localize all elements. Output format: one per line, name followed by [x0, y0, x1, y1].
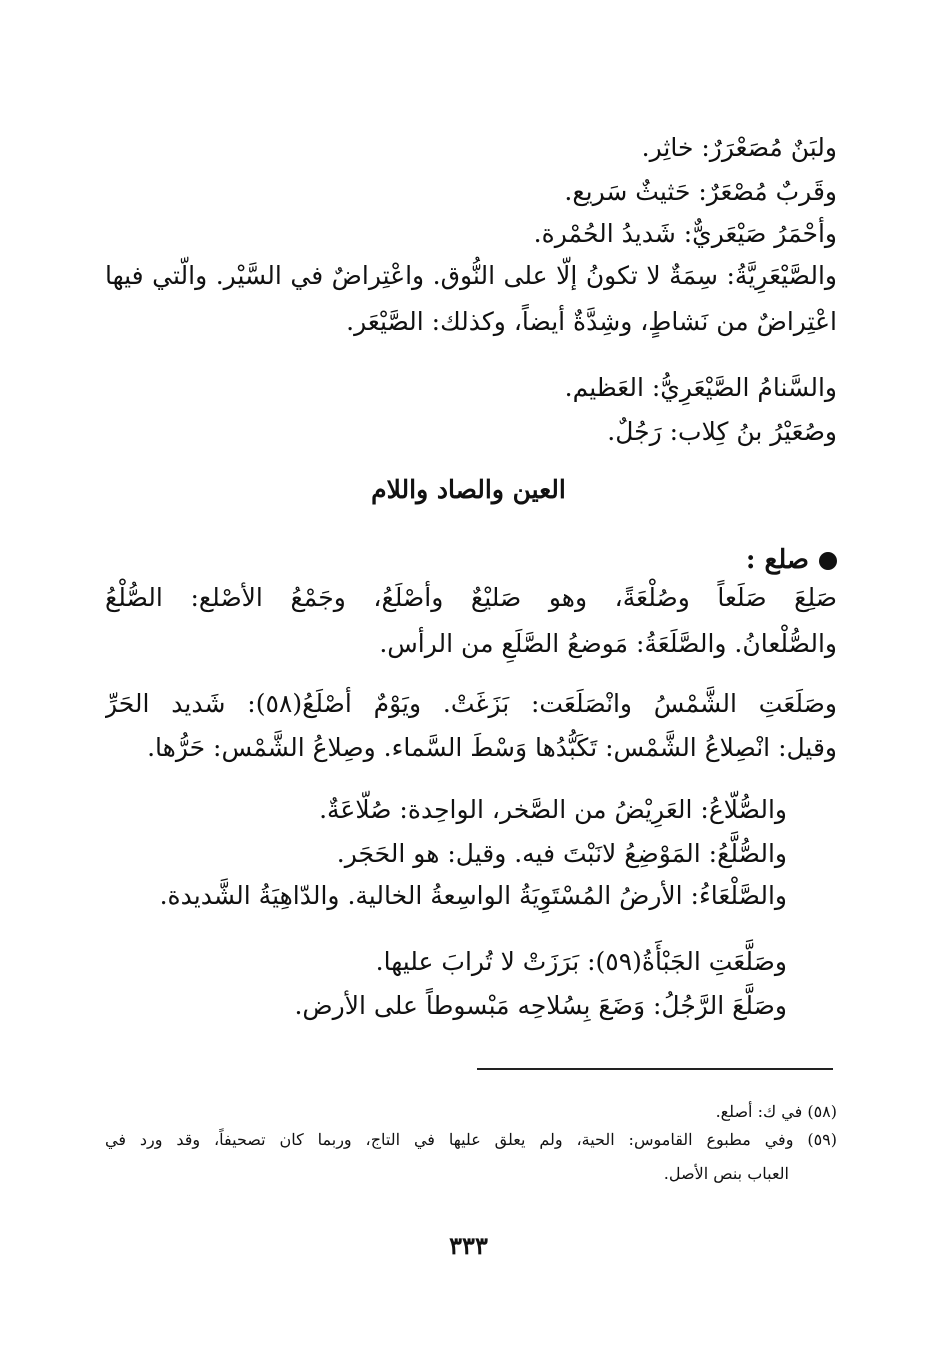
text-line: والسَّنامُ الصَّيْعَرِيُّ: العَظيم. — [564, 373, 837, 402]
text-line: وقيل: انْصِلاعُ الشَّمْس: تَكَبُّدُها وَسْطَ السَّماء. وصِلاعُ الشَّمْس: حَرُّها. — [147, 733, 837, 762]
text-line: والصَّيْعَرِيَّةُ: سِمَةٌ لا تكونُ إلّا على النُّوق. واعْتِراضٌ في السَّيْر. والّتي فيها — [105, 261, 837, 290]
text-line: وصَلَّعَ الرَّجُلُ: وَضَعَ بِسُلاحِه مَبْسوطاً على الأرض. — [294, 991, 787, 1020]
section-heading: العين والصاد واللام — [371, 475, 566, 504]
text-line: صَلِعَ صَلَعاً وصُلْعَةً، وهو صَليْعٌ وأصْلَعُ، وجَمْعُ الأصْلع: الصُّلْعُ — [105, 583, 837, 612]
text-line: وصَلَّعَتِ الجَبْأَةُ(٥٩): بَرَزَتْ لا تُرابَ عليها. — [375, 947, 787, 976]
footnote-divider — [477, 1068, 833, 1070]
text-line: ولبَنٌ مُصَعْرَرٌ: خاثِر. — [641, 133, 837, 162]
footnote: (٥٩) وفي مطبوع القاموس: الحية، ولم يعلق عليها في التاج، وربما كان تصحيفاً، وقد ورد في — [105, 1130, 837, 1149]
bullet-icon — [819, 552, 837, 570]
footnote: العباب بنص الأصل. — [663, 1164, 789, 1183]
page-number: ٣٣٣ — [449, 1231, 488, 1260]
text-line: وقَربٌ مُصْعَرٌ: حَثيثٌ سَريع. — [564, 177, 837, 206]
text-line: وصَلَعَتِ الشَّمْسُ وانْصَلَعَت: بَزَغَتْ. ويَوْمٌ أصْلَعُ(٥٨): شَديد الحَرِّ — [105, 689, 837, 718]
entry-heading-label: صلع : — [745, 545, 809, 575]
text-line: والصَّلْعَاءُ: الأرضُ المُسْتَوِيَةُ الواسِعةُ الخالية. والدّاهِيَةُ الشَّديدة. — [159, 881, 787, 910]
entry-heading — [746, 540, 837, 580]
text-line: وصُعَيْرُ بنُ كِلاب: رَجُلٌ. — [607, 417, 837, 446]
text-line: اعْتِراضٌ من نَشاطٍ، وشِدَّةٌ أيضاً، وكذلك: الصَّيْعَر. — [346, 307, 837, 336]
text-line: والصُّلْعانُ. والصَّلَعَةُ: مَوضعُ الصَّلَعِ من الرأس. — [379, 629, 837, 658]
text-line: والصُّلّاعُ: العَرِيْضُ من الصَّخر، الواحِدة: صُلّاعَةٌ. — [319, 795, 787, 824]
text-line: والصُّلَّعُ: المَوْضِعُ لانَبْتَ فيه. وقيل: هو الحَجَر. — [336, 839, 787, 868]
footnote: (٥٨) في ك: أصلع. — [715, 1102, 837, 1121]
text-line: وأحْمَرُ صَيْعَريٌّ: شَديدُ الحُمْرة. — [533, 219, 837, 248]
